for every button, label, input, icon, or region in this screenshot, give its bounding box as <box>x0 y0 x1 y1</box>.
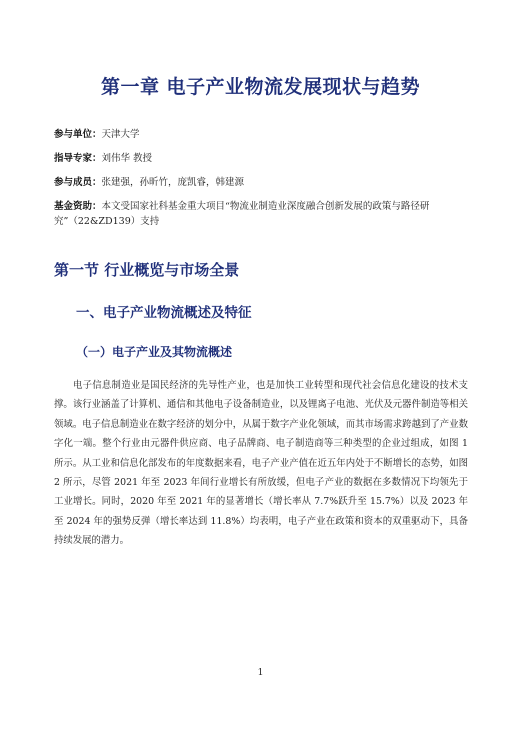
meta-members-label: 参与成员： <box>54 177 102 188</box>
subsubsection-title: （一）电子产业及其物流概述 <box>76 345 233 359</box>
section-title: 第一节 行业概览与市场全景 <box>54 261 240 279</box>
meta-advisor-label: 指导专家： <box>54 153 102 164</box>
meta-affiliation <box>54 127 474 142</box>
meta-advisor-value: 刘伟华 教授 <box>101 153 153 164</box>
meta-funding <box>54 199 474 229</box>
meta-funding-value: 本文受国家社科基金重大项目“物流业制造业深度融合创新发展的政策与路径研究”（22&ZD139）支持 <box>54 201 430 227</box>
meta-members <box>54 175 474 190</box>
meta-affiliation-label: 参与单位： <box>54 129 102 140</box>
page-number: 1 <box>257 667 264 678</box>
meta-advisor <box>54 151 474 166</box>
body-paragraph: 电子信息制造业是国民经济的先导性产业，也是加快工业转型和现代社会信息化建设的技术支撑。该行业涵盖了计算机、通信和其他电子设备制造业，以及锂离子电池、光伏及元器件制造等相关领域。电子信息制造业在数字经济的划分中，从属于数字产业化领域，而其市场需求跨越到了产业数字化一端。整个行业由元器件供应商、电子品牌商、电子制造商等三种类型的企业过组成，如图 1 所示。从工业和信息化部发布的年度数据来看，电子产业产值在近五年内处于不断增长的态势，如图 2 所示，尽管 2021 年至 2023 年间行业增长有所放缓，但电子产业的数据在多数情况下均领先于工业增长。同时，2020 年至 2021 年的显著增长（增长率从 7.7%跃升至 15.7%）以及 2023 年至 2024 年的强势反弹（增长率达到 11.8%）均表明，电子产业在政策和资本的双重驱动下，具备持续发展的潜力。 <box>54 380 468 547</box>
chapter-title: 第一章 电子产业物流发展现状与趋势 <box>100 76 421 98</box>
meta-affiliation-value: 天津大学 <box>101 129 140 140</box>
meta-funding-label: 基金资助： <box>54 201 102 212</box>
meta-members-value: 张建强，孙昕竹，庞凯睿，韩建源 <box>101 177 245 188</box>
subsection-title: 一、电子产业物流概述及特征 <box>76 305 252 321</box>
